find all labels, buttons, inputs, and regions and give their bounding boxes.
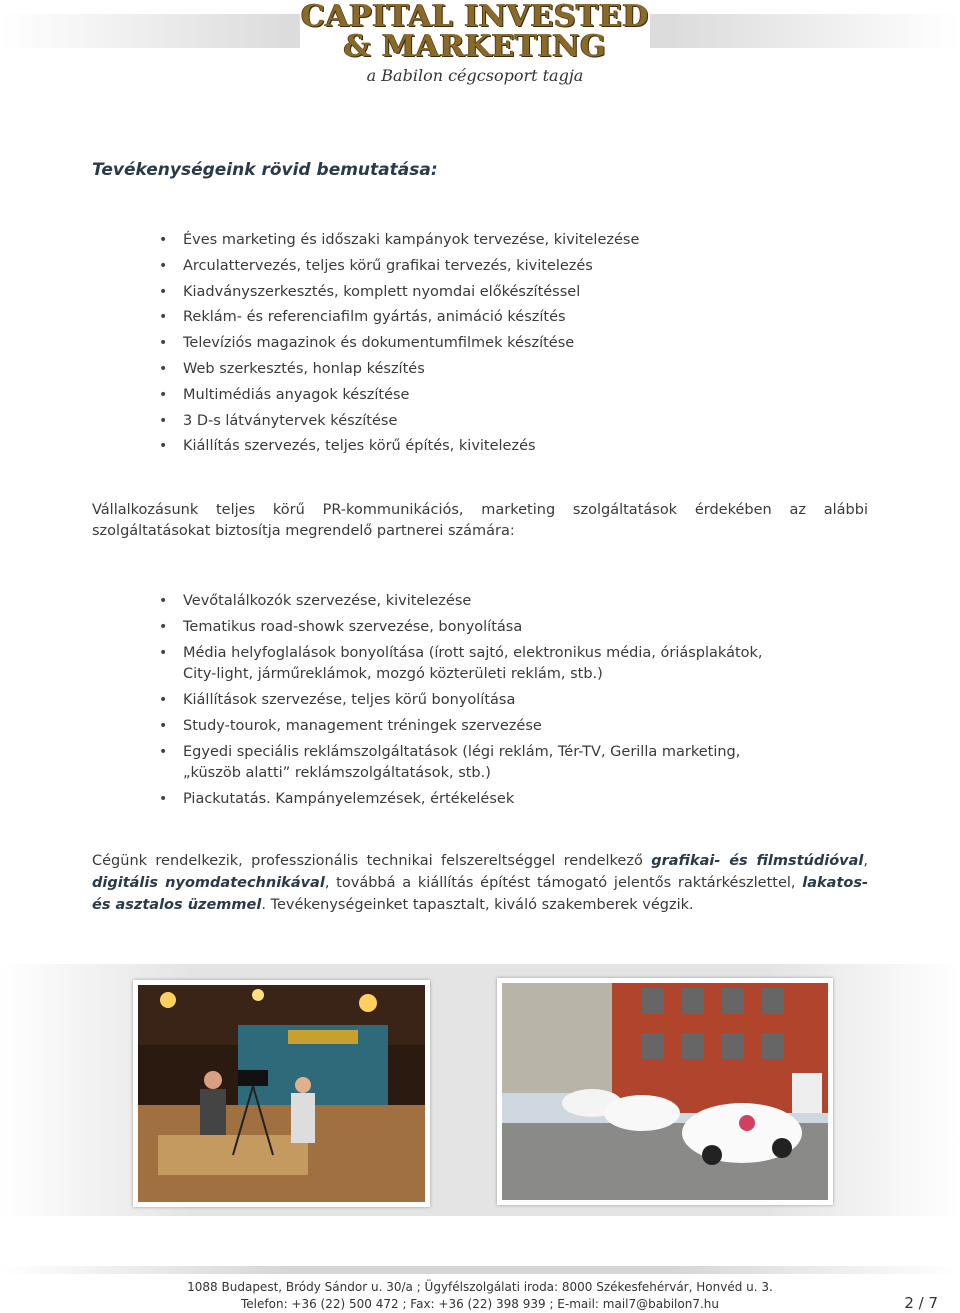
- list-item-text: Kiállítások szervezése, teljes körű bonyolítása: [183, 692, 516, 708]
- closing-text: , továbbá a kiállítás építést támogató jelentős raktárkészlettel,: [324, 875, 803, 891]
- bullet-icon: •: [159, 283, 168, 300]
- list-item: [159, 333, 639, 359]
- list-item: [159, 591, 783, 612]
- company-logo: [300, 0, 650, 92]
- page-number: 2 / 7: [904, 1294, 938, 1312]
- list-item: [159, 690, 783, 711]
- list-item: [159, 716, 783, 737]
- list-item-text: Tematikus road-showk szervezése, bonyolítása: [183, 619, 523, 635]
- list-item: [159, 307, 639, 333]
- bullet-icon: •: [159, 360, 168, 377]
- logo-line-2: & MARKETING: [343, 29, 607, 64]
- closing-paragraph: [92, 850, 868, 916]
- bullet-icon: •: [159, 257, 168, 274]
- list-item: [159, 256, 639, 282]
- list-item-text: Kiállítás szervezés, teljes körű építés, kivitelezés: [183, 438, 536, 455]
- list-item: [159, 230, 640, 256]
- list-item-text: Multimédiás anyagok készítése: [183, 386, 410, 403]
- footer-band: [0, 1266, 960, 1274]
- closing-emphasis: digitális nyomdatechnikával: [92, 875, 325, 891]
- bullet-icon: •: [159, 791, 168, 807]
- logo-tagline: a Babilon cégcsoport tagja: [366, 66, 584, 85]
- bullet-icon: •: [159, 386, 168, 403]
- tv-studio-photo: [133, 980, 430, 1207]
- closing-text: . Tevékenységeinket tapasztalt, kiváló szakemberek végzik.: [261, 897, 694, 913]
- bullet-icon: •: [159, 593, 168, 609]
- bullet-icon: •: [159, 692, 168, 708]
- services-list: [159, 591, 783, 815]
- footer-address: 1088 Budapest, Bródy Sándor u. 30/a ; Ügyfélszolgálati iroda: 8000 Székesfehérvár, Honvéd u. 3.: [187, 1280, 773, 1294]
- bullet-icon: •: [159, 412, 168, 429]
- bullet-icon: •: [159, 438, 168, 455]
- list-item-text: Piackutatás. Kampányelemzések, értékelések: [183, 791, 515, 807]
- bullet-icon: •: [159, 335, 168, 352]
- list-item-text: 3 D-s látványtervek készítése: [183, 412, 398, 429]
- section-title: Tevékenységeink rövid bemutatása:: [92, 160, 438, 180]
- activities-list: [159, 230, 640, 462]
- bullet-icon: •: [159, 718, 168, 734]
- list-item: [159, 411, 639, 437]
- list-item: [159, 789, 783, 810]
- list-item-text: Vevőtalálkozók szervezése, kivitelezése: [183, 593, 472, 609]
- list-item-text: Televíziós magazinok és dokumentumfilmek készítése: [183, 335, 575, 352]
- list-item: [159, 359, 639, 385]
- footer-contact: Telefon: +36 (22) 500 472 ; Fax: +36 (22) 398 939 ; E-mail: mail7@babilon7.hu: [241, 1297, 719, 1311]
- company-cars-photo: [497, 978, 833, 1205]
- intro-paragraph: Vállalkozásunk teljes körű PR-kommunikációs, marketing szolgáltatások érdekében az alábbi szolgáltatásokat biztosítja megrendelő partnerei számára:: [92, 502, 868, 539]
- list-item-text: Kiadványszerkesztés, komplett nyomdai előkészítéssel: [183, 283, 581, 300]
- list-item-text: Éves marketing és időszaki kampányok tervezése, kivitelezése: [183, 232, 640, 248]
- closing-emphasis: lakatos- és asztalos üzemmel: [92, 875, 868, 913]
- list-item: [159, 282, 639, 308]
- list-item-text: Egyedi speciális reklámszolgáltatások (légi reklám, Tér-TV, Gerilla marketing, „küszöb alatti” reklámszolgáltatások, stb.): [183, 744, 741, 781]
- list-item: [159, 617, 783, 638]
- closing-emphasis: grafikai- és filmstúdióval: [651, 853, 864, 869]
- closing-text: ,: [863, 853, 868, 869]
- list-item: [159, 643, 783, 685]
- list-item-text: Arculattervezés, teljes körű grafikai tervezés, kivitelezés: [183, 257, 593, 274]
- list-item-text: Study-tourok, management tréningek szervezése: [183, 718, 542, 734]
- list-item: [159, 436, 639, 462]
- logo-line-1: CAPITAL INVESTED: [301, 0, 649, 34]
- list-item-text: Reklám- és referenciafilm gyártás, animáció készítés: [183, 309, 566, 326]
- bullet-icon: •: [159, 744, 168, 760]
- bullet-icon: •: [159, 232, 168, 248]
- list-item: [159, 742, 783, 784]
- list-item-text: Web szerkesztés, honlap készítés: [183, 360, 425, 377]
- list-item: [159, 385, 639, 411]
- bullet-icon: •: [159, 645, 168, 661]
- closing-text: Cégünk rendelkezik, professzionális technikai felszereltséggel rendelkező: [92, 853, 652, 869]
- bullet-icon: •: [159, 309, 168, 326]
- list-item-text: Média helyfoglalások bonyolítása (írott sajtó, elektronikus média, óriásplakátok, City-light, járműreklámok, mozgó közterületi reklám, stb.): [183, 645, 763, 682]
- bullet-icon: •: [159, 619, 168, 635]
